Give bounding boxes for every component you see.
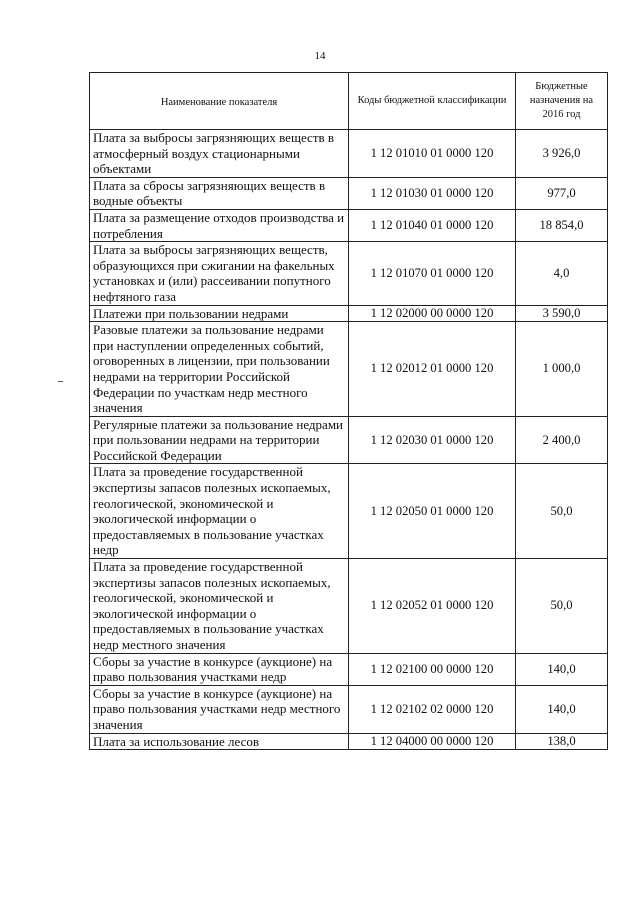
row-code: 1 12 02030 01 0000 120 — [349, 416, 516, 464]
table-row — [90, 242, 608, 305]
row-amount: 50,0 — [516, 464, 608, 559]
budget-table — [89, 72, 608, 750]
row-name: Плата за выбросы загрязняющих веществ, образующихся при сжигании на факельных установках и (или) рассеивании попутного нефтяного газа — [90, 242, 349, 305]
table-row — [90, 559, 608, 654]
row-amount: 50,0 — [516, 559, 608, 654]
row-amount: 138,0 — [516, 733, 608, 750]
table-header-row — [90, 73, 608, 130]
row-code: 1 12 01010 01 0000 120 — [349, 130, 516, 178]
row-amount: 3 926,0 — [516, 130, 608, 178]
row-code: 1 12 02052 01 0000 120 — [349, 559, 516, 654]
row-name: Сборы за участие в конкурсе (аукционе) на право пользования участками недр — [90, 653, 349, 685]
row-name: Плата за размещение отходов производства и потребления — [90, 209, 349, 241]
table-row — [90, 130, 608, 178]
row-code: 1 12 02012 01 0000 120 — [349, 322, 516, 417]
row-code: 1 12 02102 02 0000 120 — [349, 685, 516, 733]
table-row — [90, 177, 608, 209]
table-row — [90, 653, 608, 685]
table-row — [90, 464, 608, 559]
row-amount: 140,0 — [516, 685, 608, 733]
row-code: 1 12 02000 00 0000 120 — [349, 305, 516, 322]
row-code: 1 12 01070 01 0000 120 — [349, 242, 516, 305]
row-name: Платежи при пользовании недрами — [90, 305, 349, 322]
row-amount: 2 400,0 — [516, 416, 608, 464]
header-name: Наименование показателя — [90, 73, 349, 130]
row-name: Плата за проведение государственной экспертизы запасов полезных ископаемых, геологической, экономической и экологической информации о предоставляемых в пользование участках недр — [90, 464, 349, 559]
row-amount: 977,0 — [516, 177, 608, 209]
row-name: Плата за использование лесов — [90, 733, 349, 750]
table-row — [90, 322, 608, 417]
row-code: 1 12 01030 01 0000 120 — [349, 177, 516, 209]
header-code: Коды бюджетной классификации — [349, 73, 516, 130]
row-amount: 1 000,0 — [516, 322, 608, 417]
row-name: Плата за проведение государственной экспертизы запасов полезных ископаемых, геологической, экономической и экологической информации о предоставляемых в пользование участках недр местного значения — [90, 559, 349, 654]
table-row — [90, 685, 608, 733]
row-name: Разовые платежи за пользование недрами при наступлении определенных событий, оговоренных в лицензии, при пользовании недрами на территории Российской Федерации по участкам недр местного значения — [90, 322, 349, 417]
page-number: 14 — [314, 50, 326, 62]
row-amount: 140,0 — [516, 653, 608, 685]
row-code: 1 12 04000 00 0000 120 — [349, 733, 516, 750]
margin-mark — [58, 381, 63, 382]
table-row — [90, 733, 608, 750]
row-amount: 18 854,0 — [516, 209, 608, 241]
table-row — [90, 416, 608, 464]
table-row — [90, 209, 608, 241]
row-name: Сборы за участие в конкурсе (аукционе) на право пользования участками недр местного значения — [90, 685, 349, 733]
row-code: 1 12 02050 01 0000 120 — [349, 464, 516, 559]
row-amount: 3 590,0 — [516, 305, 608, 322]
table-row — [90, 305, 608, 322]
row-code: 1 12 02100 00 0000 120 — [349, 653, 516, 685]
row-name: Плата за выбросы загрязняющих веществ в атмосферный воздух стационарными объектами — [90, 130, 349, 178]
row-name: Регулярные платежи за пользование недрами при пользовании недрами на территории Российской Федерации — [90, 416, 349, 464]
row-amount: 4,0 — [516, 242, 608, 305]
header-amount: Бюджетные назначения на 2016 год — [516, 73, 608, 130]
row-code: 1 12 01040 01 0000 120 — [349, 209, 516, 241]
row-name: Плата за сбросы загрязняющих веществ в водные объекты — [90, 177, 349, 209]
